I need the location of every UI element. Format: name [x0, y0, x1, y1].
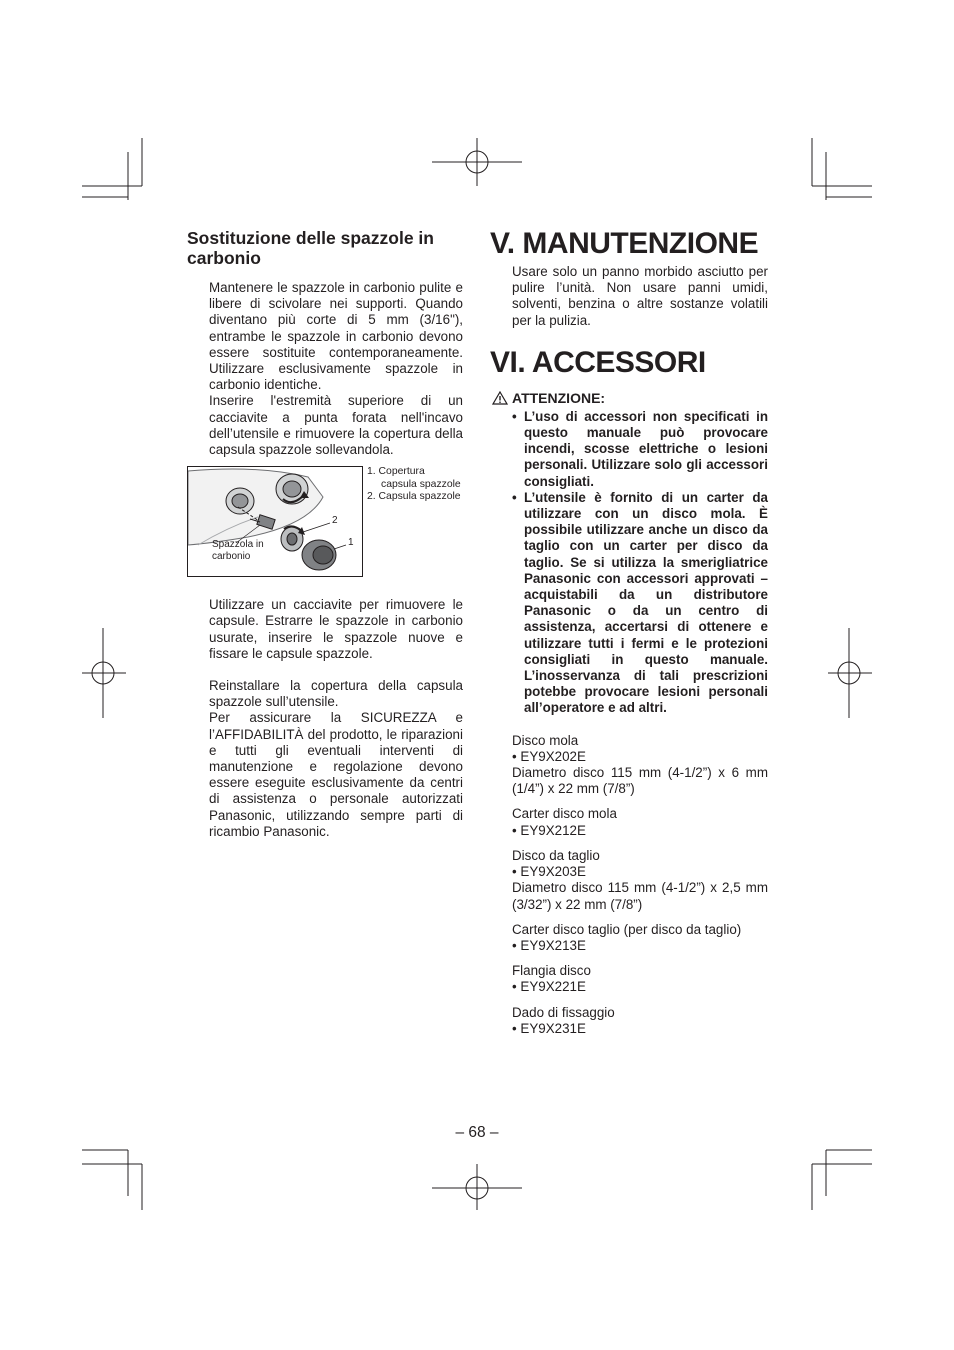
maintenance-text: Usare solo un panno morbido asciutto per pulire l’unità. Non usare panni umidi, solventi, benzina o altre sostanze volatili per la pulizia.: [512, 264, 768, 328]
accessory-item: Dado di fissaggio • EY9X231E: [512, 1004, 615, 1036]
paragraph-brush-remove-cover: Inserire l'estremità superiore di un cacciavite a punta forata nell'incavo dell’utensile e rimuovere la copertura della capsula spazzole sollevandola.: [209, 393, 463, 458]
warning-triangle-icon: [492, 391, 508, 405]
accessory-item: Disco da taglio • EY9X203E Diametro disco 115 mm (4-1/2”) x 2,5 mm (3/32”) x 22 mm (7/8”): [512, 847, 768, 912]
paragraph-remove-capsules: Utilizzare un cacciavite per rimuovere le capsule. Estrarre le spazzole in carbonio usurate, inserire le spazzole nuove e fissare le capsule spazzole.: [209, 597, 463, 661]
warning-item: • L’utensile è fornito di un carter da utilizzare con un disco mola. È possibile utilizzare anche un disco da taglio con un carter per disco da taglio. Se si utilizza la smerigliatrice Panasonic con accessori approvati – acquistabili da un distributore Panasonic o da un centro di assistenza, accertarsi di ottenere e utilizzare tutti i fermi e le protezioni consigliati in questo manuale. L’inosservanza di tali prescrizioni potebbe provocare lesioni personali all’operatore e ad altri.: [512, 489, 768, 716]
accessory-item: Carter disco mola • EY9X212E: [512, 806, 617, 838]
figure-callout-2: 2: [332, 515, 338, 527]
brush-replacement-heading: Sostituzione delle spazzole in carbonio: [187, 228, 434, 268]
warning-heading: [492, 389, 768, 407]
accessory-item: Disco mola • EY9X202E Diametro disco 115 mm (4-1/2”) x 6 mm (1/4”) x 22 mm (7/8”): [512, 732, 768, 797]
figure-caption-item: 1. Copertura capsula spazzole: [367, 466, 461, 490]
maintenance-title: V. MANUTENZIONE: [490, 227, 759, 260]
right-column: [490, 226, 768, 1046]
brush-figure: [187, 466, 463, 577]
figure-callout-1: 1: [348, 537, 354, 549]
figure-label-carbon-brush: Spazzola in carbonio: [212, 539, 264, 563]
page-number: – 68 –: [455, 1124, 499, 1141]
accessory-list: [512, 733, 768, 1037]
warning-item: • L’uso di accessori non specificati in questo manuale può provocare incendi, scosse elettriche o lesioni personali. Utilizzare solo gli accessori consigliati.: [512, 408, 768, 489]
paragraph-safety-service: Per assicurare la SICUREZZA e l’AFFIDABILITÀ del prodotto, le riparazioni e tutti gli eventuali interventi di manutenzione e regolazione devono essere eseguite esclusivamente da centri di assistenza o personale autorizzati Panasonic, utilizzando sempre parti di ricambio Panasonic.: [209, 710, 463, 839]
accessories-title: VI. ACCESSORI: [490, 345, 706, 379]
brush-illustration: [187, 466, 363, 577]
figure-caption-item: 2. Capsula spazzole: [367, 491, 461, 503]
warning-list: [490, 409, 768, 717]
accessory-item: Carter disco taglio (per disco da taglio) • EY9X213E: [512, 921, 742, 953]
warning-title-text: ATTENZIONE:: [512, 389, 606, 406]
paragraph-brush-maintain: Mantenere le spazzole in carbonio pulite e libere di scivolare nei supporti. Quando diventano più corte di 5 mm (3/16"), entrambe le spazzole in carbonio devono essere sostituite contemporaneamente. Utilizzare esclusivamente spazzole in carbonio identiche.: [209, 280, 463, 393]
accessory-item: Flangia disco • EY9X221E: [512, 963, 591, 995]
left-column: [187, 228, 463, 840]
paragraph-reinstall-cover: Reinstallare la copertura della capsula spazzole sull’utensile.: [209, 678, 463, 710]
figure-caption-list: [367, 466, 463, 503]
